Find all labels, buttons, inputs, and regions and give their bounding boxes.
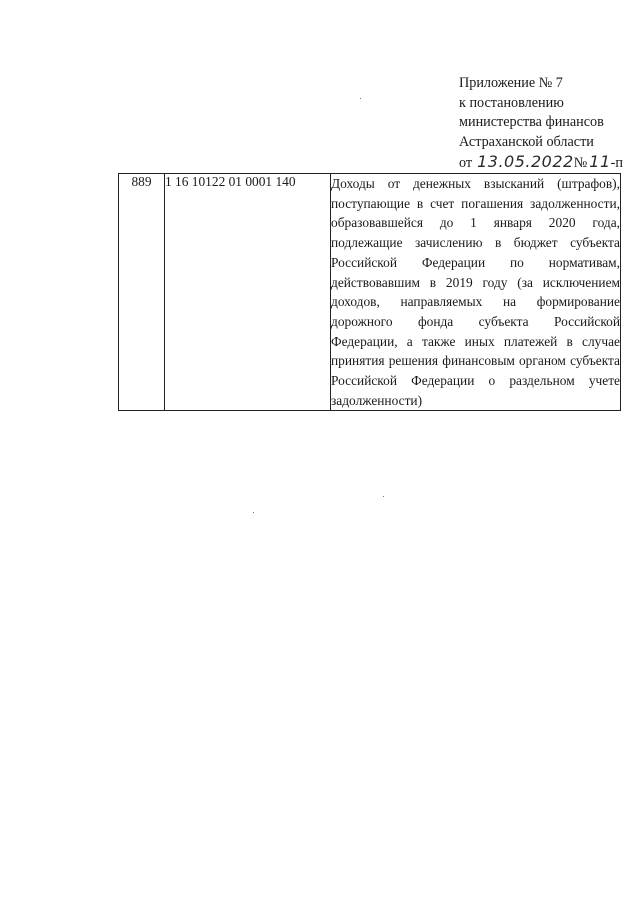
appendix-line-ministry: министерства финансов	[459, 114, 604, 130]
admin-code-cell: 889	[119, 174, 165, 411]
handwritten-number: 11	[589, 152, 611, 171]
budget-codes-table	[118, 173, 621, 411]
scan-speck	[360, 98, 361, 99]
handwritten-date: 13.05.2022	[477, 152, 574, 171]
table-row	[119, 174, 621, 411]
scan-speck	[383, 496, 384, 497]
budget-code-cell: 1 16 10122 01 0001 140	[165, 174, 331, 411]
date-prefix: от	[459, 155, 473, 171]
number-sign: №	[573, 155, 588, 171]
scan-speck	[253, 512, 254, 513]
appendix-header	[459, 74, 634, 174]
description-cell: Доходы от денежных взысканий (штрафов), поступающие в счет погашения задолженности, образовавшейся до 1 января 2020 года, подлежащие зачислению в бюджет субъекта Российской Федерации по нормативам, действовавшим в 2019 году (за исключением доходов, направляемых на формирование дорожного фонда субъекта Российской Федерации, а также иных платежей в случае принятия решения финансовым органом субъекта Российской Федерации о раздельном учете задолженности)	[331, 174, 621, 411]
appendix-line-region: Астраханской области	[459, 133, 594, 150]
appendix-date-line	[459, 152, 634, 174]
number-suffix: -п	[610, 155, 623, 171]
appendix-title: Приложение № 7	[459, 75, 563, 91]
appendix-line-resolution: к постановлению	[459, 94, 564, 111]
